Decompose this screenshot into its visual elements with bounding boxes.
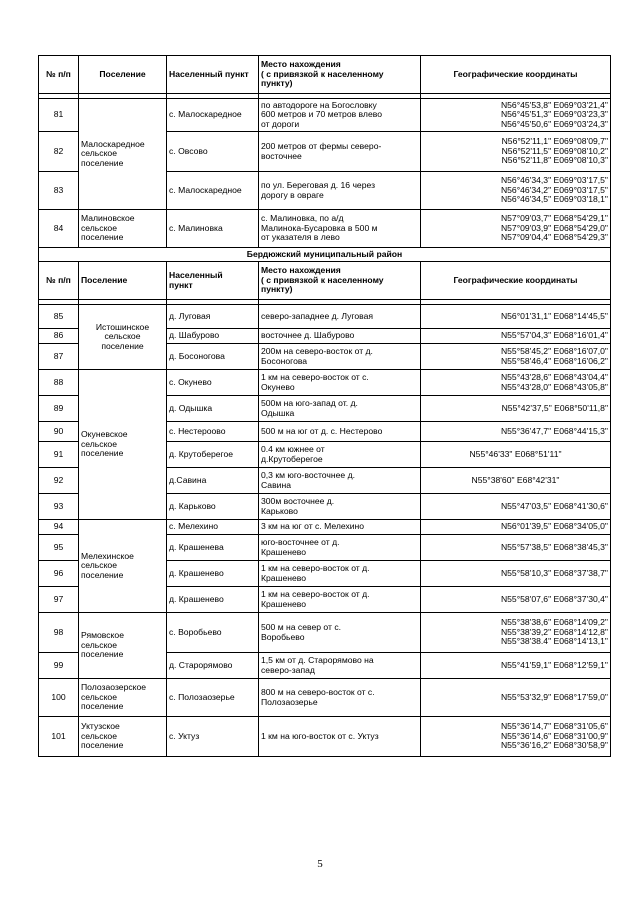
locality-cell: с. Малоскаредное — [167, 99, 259, 132]
row-num: 89 — [39, 396, 79, 422]
coords-cell: N55°57'38,5" E068°38'45,3" — [421, 535, 611, 561]
locality-cell: д. Крутоберегое — [167, 442, 259, 468]
row-num: 83 — [39, 172, 79, 210]
locality-cell: с. Мелехино — [167, 520, 259, 535]
locality-cell: д. Крашенево — [167, 587, 259, 613]
row-num: 84 — [39, 210, 79, 248]
place-cell: 1 км на северо-восток от д. Крашенево — [259, 587, 421, 613]
settlement-cell: Мелехинское сельское поселение — [79, 520, 167, 613]
table-row — [39, 717, 611, 757]
place-cell: 300м восточнее д. Карьково — [259, 494, 421, 520]
settlement-cell: Окуневское сельское поселение — [79, 370, 167, 520]
row-num: 97 — [39, 587, 79, 613]
settlement-cell: Полозаозерское сельское поселение — [79, 679, 167, 717]
header-num: № п/п — [39, 56, 79, 94]
place-cell: 800 м на северо-восток от с. Полозаозерье — [259, 679, 421, 717]
row-num: 86 — [39, 329, 79, 344]
locality-cell: с. Воробьево — [167, 613, 259, 653]
locality-cell: д. Луговая — [167, 305, 259, 329]
settlement-cell: Малиновское сельское поселение — [79, 210, 167, 248]
header-locality: Населенный пункт — [167, 262, 259, 300]
row-num: 82 — [39, 132, 79, 172]
header-settlement: Поселение — [79, 56, 167, 94]
locality-cell: д. Карьково — [167, 494, 259, 520]
table-row — [39, 99, 611, 132]
settlement-cell: Малоскаредное сельское поселение — [79, 99, 167, 210]
place-cell: 3 км на юг от с. Мелехино — [259, 520, 421, 535]
coords-cell: N55°53'32,9" E068°17'59,0" — [421, 679, 611, 717]
header-coords: Географические координаты — [421, 56, 611, 94]
coords-cell: N55°57'04,3" E068°16'01,4" — [421, 329, 611, 344]
coords-cell: N55°41'59,1" E068°12'59,1" — [421, 653, 611, 679]
row-num: 90 — [39, 422, 79, 442]
table-row — [39, 370, 611, 396]
place-cell: по ул. Береговая д. 16 через дорогу в овраге — [259, 172, 421, 210]
header-place: Место нахождения ( с привязкой к населенному пункту) — [259, 262, 421, 300]
table-row — [39, 613, 611, 653]
place-cell: 0.4 км южнее от д.Крутоберегое — [259, 442, 421, 468]
coords-cell: N55°38'60" E68°42'31" — [421, 468, 611, 494]
place-cell: 500 м на север от с. Воробьево — [259, 613, 421, 653]
row-num: 94 — [39, 520, 79, 535]
place-cell: 200 метров от фермы северо- восточнее — [259, 132, 421, 172]
header-place: Место нахождения ( с привязкой к населенному пункту) — [259, 56, 421, 94]
settlement-cell: Рямовское сельское поселение — [79, 613, 167, 679]
place-cell: по автодороге на Богословку 600 метров и 70 метров влево от дороги — [259, 99, 421, 132]
locality-cell: с. Уктуз — [167, 717, 259, 757]
place-cell: 200м на северо-восток от д. Босоногова — [259, 344, 421, 370]
coords-cell: N56°52'11,1" E069°08'09,7" N56°52'11,5" E069°08'10,2" N56°52'11,8" E069°08'10,3" — [421, 132, 611, 172]
locality-cell: с. Малиновка — [167, 210, 259, 248]
table-header-row — [39, 262, 611, 300]
locality-cell: д. Шабурово — [167, 329, 259, 344]
place-cell: 1 км на северо-восток от д. Крашенево — [259, 561, 421, 587]
row-num: 101 — [39, 717, 79, 757]
coords-cell: N56°01'31,1" E068°14'45,5" — [421, 305, 611, 329]
row-num: 91 — [39, 442, 79, 468]
coords-cell: N55°58'45,2" E068°16'07,0" N55°58'46,4" E068°16'06,2" — [421, 344, 611, 370]
coords-cell: N55°38'38,6" E068°14'09,2" N55°38'39,2" E068°14'12,8" N55°38'38.4" E068°14'13,1" — [421, 613, 611, 653]
row-num: 87 — [39, 344, 79, 370]
row-num: 99 — [39, 653, 79, 679]
row-num: 100 — [39, 679, 79, 717]
coords-cell: N56°46'34,3" E069°03'17,5" N56°46'34,2" E069°03'17,5" N56°46'34,5" E069°03'18,1" — [421, 172, 611, 210]
place-cell: 1 км на северо-восток от с. Окунево — [259, 370, 421, 396]
locality-cell: с. Нестероово — [167, 422, 259, 442]
coords-cell: N55°47'03,5" E068°41'30,6" — [421, 494, 611, 520]
locality-cell: д. Крашенево — [167, 561, 259, 587]
table-row — [39, 520, 611, 535]
place-cell: с. Малиновка, по а/д Малинока-Бусаровка в 500 м от указателя в лево — [259, 210, 421, 248]
table-row — [39, 210, 611, 248]
header-num: № п/п — [39, 262, 79, 300]
locality-cell: д. Старорямово — [167, 653, 259, 679]
place-cell: 500м на юго-запад от. д. Одышка — [259, 396, 421, 422]
row-num: 92 — [39, 468, 79, 494]
row-num: 93 — [39, 494, 79, 520]
table-header-row — [39, 56, 611, 94]
table-row — [39, 679, 611, 717]
locality-cell: с. Овсово — [167, 132, 259, 172]
row-num: 95 — [39, 535, 79, 561]
page-number: 5 — [317, 858, 323, 870]
place-cell: 500 м на юг от д. с. Нестерово — [259, 422, 421, 442]
coords-cell: N55°36'14,7" E068°31'05,6" N55°36'14,6" E068°31'00,9" N55°36'16,2" E068°30'58,9" — [421, 717, 611, 757]
header-coords: Географические координаты — [421, 262, 611, 300]
place-cell: 1 км на юго-восток от с. Уктуз — [259, 717, 421, 757]
row-num: 81 — [39, 99, 79, 132]
locality-cell: д.Савина — [167, 468, 259, 494]
row-num: 98 — [39, 613, 79, 653]
row-num: 96 — [39, 561, 79, 587]
locality-cell: д. Босоногова — [167, 344, 259, 370]
place-cell: северо-западнее д. Луговая — [259, 305, 421, 329]
section-title-row — [39, 248, 611, 262]
coords-cell: N56°01'39,5" E068°34'05,0" — [421, 520, 611, 535]
coordinates-table — [38, 55, 611, 757]
locality-cell: с. Малоскаредное — [167, 172, 259, 210]
locality-cell: д. Одышка — [167, 396, 259, 422]
coords-cell: N56°45'53,8" E069°03'21,4" N56°45'51,3" E069°03'23,3" N56°45'50,6" E069°03'24,3" — [421, 99, 611, 132]
coords-cell: N55°46'33" E068°51'11" — [421, 442, 611, 468]
coords-cell: N55°43'28,6" E068°43'04,4" N55°43'28,0" E068°43'05,8" — [421, 370, 611, 396]
coords-cell: N55°58'10,3" E068°37'38,7" — [421, 561, 611, 587]
section-title: Бердюжский муниципальный район — [39, 248, 611, 262]
coords-cell: N55°36'47,7" E068°44'15,3" — [421, 422, 611, 442]
locality-cell: с. Окунево — [167, 370, 259, 396]
row-num: 85 — [39, 305, 79, 329]
place-cell: 0,3 км юго-восточнее д. Савина — [259, 468, 421, 494]
header-settlement: Поселение — [79, 262, 167, 300]
place-cell: восточнее д. Шабурово — [259, 329, 421, 344]
table-row — [39, 305, 611, 329]
locality-cell: с. Полозаозерье — [167, 679, 259, 717]
coords-cell: N57°09'03,7" E068°54'29,1" N57°09'03,9" E068°54'29,0" N57°09'04,4" E068°54'29,3" — [421, 210, 611, 248]
row-num: 88 — [39, 370, 79, 396]
place-cell: 1,5 км от д. Старорямово на северо-запад — [259, 653, 421, 679]
header-locality: Населенный пункт — [167, 56, 259, 94]
place-cell: юго-восточнее от д. Крашенево — [259, 535, 421, 561]
settlement-cell: Уктузское сельское поселение — [79, 717, 167, 757]
coords-cell: N55°42'37,5" E068°50'11,8" — [421, 396, 611, 422]
settlement-cell: Истошинское сельское поселение — [79, 305, 167, 370]
coords-cell: N55°58'07,6" E068°37'30,4" — [421, 587, 611, 613]
locality-cell: д. Крашенева — [167, 535, 259, 561]
